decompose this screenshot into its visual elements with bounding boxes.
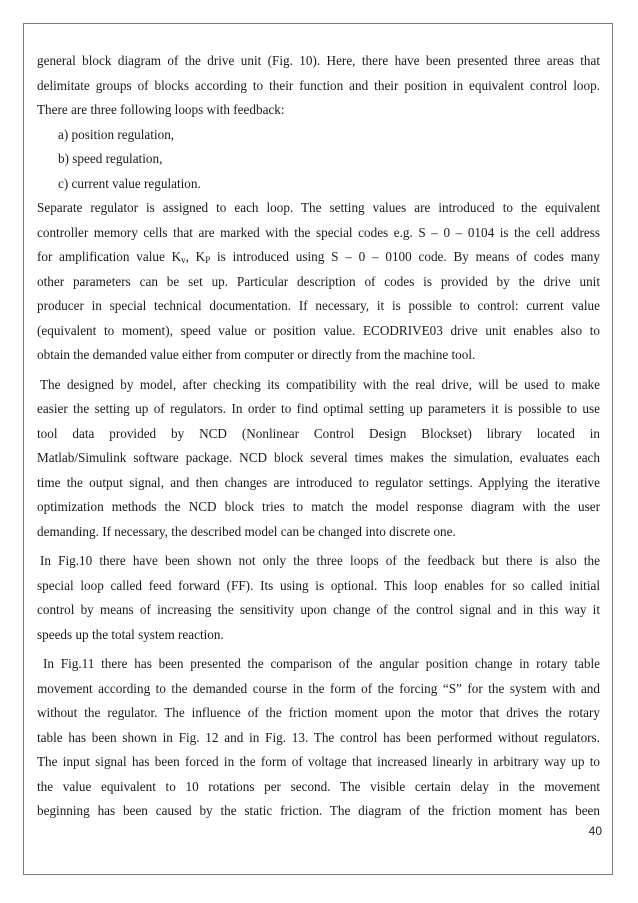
text-line: Separate regulator is assigned to each loop. The setting values are introduced to the equivalent xyxy=(37,200,600,215)
text-line: delimitate groups of blocks according to their function and their position in equivalent control loop. xyxy=(37,77,600,93)
text-line: optimization methods the NCD block tries to match the model response diagram with the user xyxy=(37,499,600,514)
text-line: The designed by model, after checking its compatibility with the real drive, will be used to make xyxy=(40,376,600,392)
paragraph-3 xyxy=(37,373,600,545)
paragraph-4 xyxy=(37,549,600,647)
text-line: controller memory cells that are marked with the special codes e.g. S – 0 – 0104 is the cell address xyxy=(37,224,600,240)
text-line: In Fig.11 there has been presented the comparison of the angular position change in rotary table xyxy=(43,656,600,671)
document-body xyxy=(37,49,600,824)
text-line: time the output signal, and then changes are introduced to regulator settings. Applying the iterative xyxy=(37,474,600,490)
subscript-v: v xyxy=(181,255,186,265)
text-line: (equivalent to moment), speed value or position value. ECODRIVE03 drive unit enables also to xyxy=(37,322,600,338)
text-line: Matlab/Simulink software package. NCD block several times makes the simulation, evaluates each xyxy=(37,450,600,465)
text-line: producer in special technical documentation. If necessary, it is possible to control: current value xyxy=(37,298,600,313)
regulation-list xyxy=(37,123,600,197)
text-line: In Fig.10 there have been shown not only the three loops of the feedback but there is also the xyxy=(40,553,600,568)
text-line: speeds up the total system reaction. xyxy=(37,626,224,642)
text-line: general block diagram of the drive unit (Fig. 10). Here, there have been presented three areas that xyxy=(37,53,600,68)
paragraph-1 xyxy=(37,49,600,123)
text-line: The input signal has been forced in the form of voltage that increased linearly in arbitrary way up to xyxy=(37,754,600,769)
text-line: table has been shown in Fig. 12 and in Fig. 13. The control has been performed without regulators. xyxy=(37,729,600,745)
list-item: b) speed regulation, xyxy=(58,151,163,166)
text-line: easier the setting up of regulators. In order to find optimal setting up parameters it is possible to use xyxy=(37,401,600,416)
text-line: beginning has been caused by the static friction. The diagram of the friction moment has been xyxy=(37,803,600,818)
text-fragment: is introduced using S – 0 – 0100 code. By means of codes many xyxy=(210,249,600,264)
text-line: demanding. If necessary, the described model can be changed into discrete one. xyxy=(37,523,456,539)
text-line: the value equivalent to 10 rotations per second. The visible certain delay in the movement xyxy=(37,778,600,794)
paragraph-2 xyxy=(37,196,600,368)
text-line: other parameters can be set up. Particular description of codes is provided by the drive unit xyxy=(37,273,600,289)
text-line: obtain the demanded value either from computer or directly from the machine tool. xyxy=(37,347,476,362)
text-fragment: for amplification value K xyxy=(37,249,182,264)
page-number: 40 xyxy=(588,824,602,838)
text-line: tool data provided by NCD (Nonlinear Control Design Blockset) library located in xyxy=(37,425,600,441)
text-fragment: , K xyxy=(185,249,206,264)
list-item: a) position regulation, xyxy=(58,126,175,142)
text-line: control by means of increasing the sensitivity upon change of the control signal and in this way it xyxy=(37,602,600,617)
list-item: c) current value regulation. xyxy=(58,175,201,191)
text-line: movement according to the demanded course in the form of the forcing “S” for the system with and xyxy=(37,680,600,696)
text-line-with-subscripts xyxy=(37,245,600,270)
subscript-p: P xyxy=(205,255,211,265)
text-line: special loop called feed forward (FF). Its using is optional. This loop enables for so called initial xyxy=(37,577,600,593)
text-line: without the regulator. The influence of the friction moment upon the motor that drives the rotary xyxy=(37,705,600,720)
paragraph-5 xyxy=(37,652,600,824)
text-line: There are three following loops with feedback: xyxy=(37,102,285,117)
